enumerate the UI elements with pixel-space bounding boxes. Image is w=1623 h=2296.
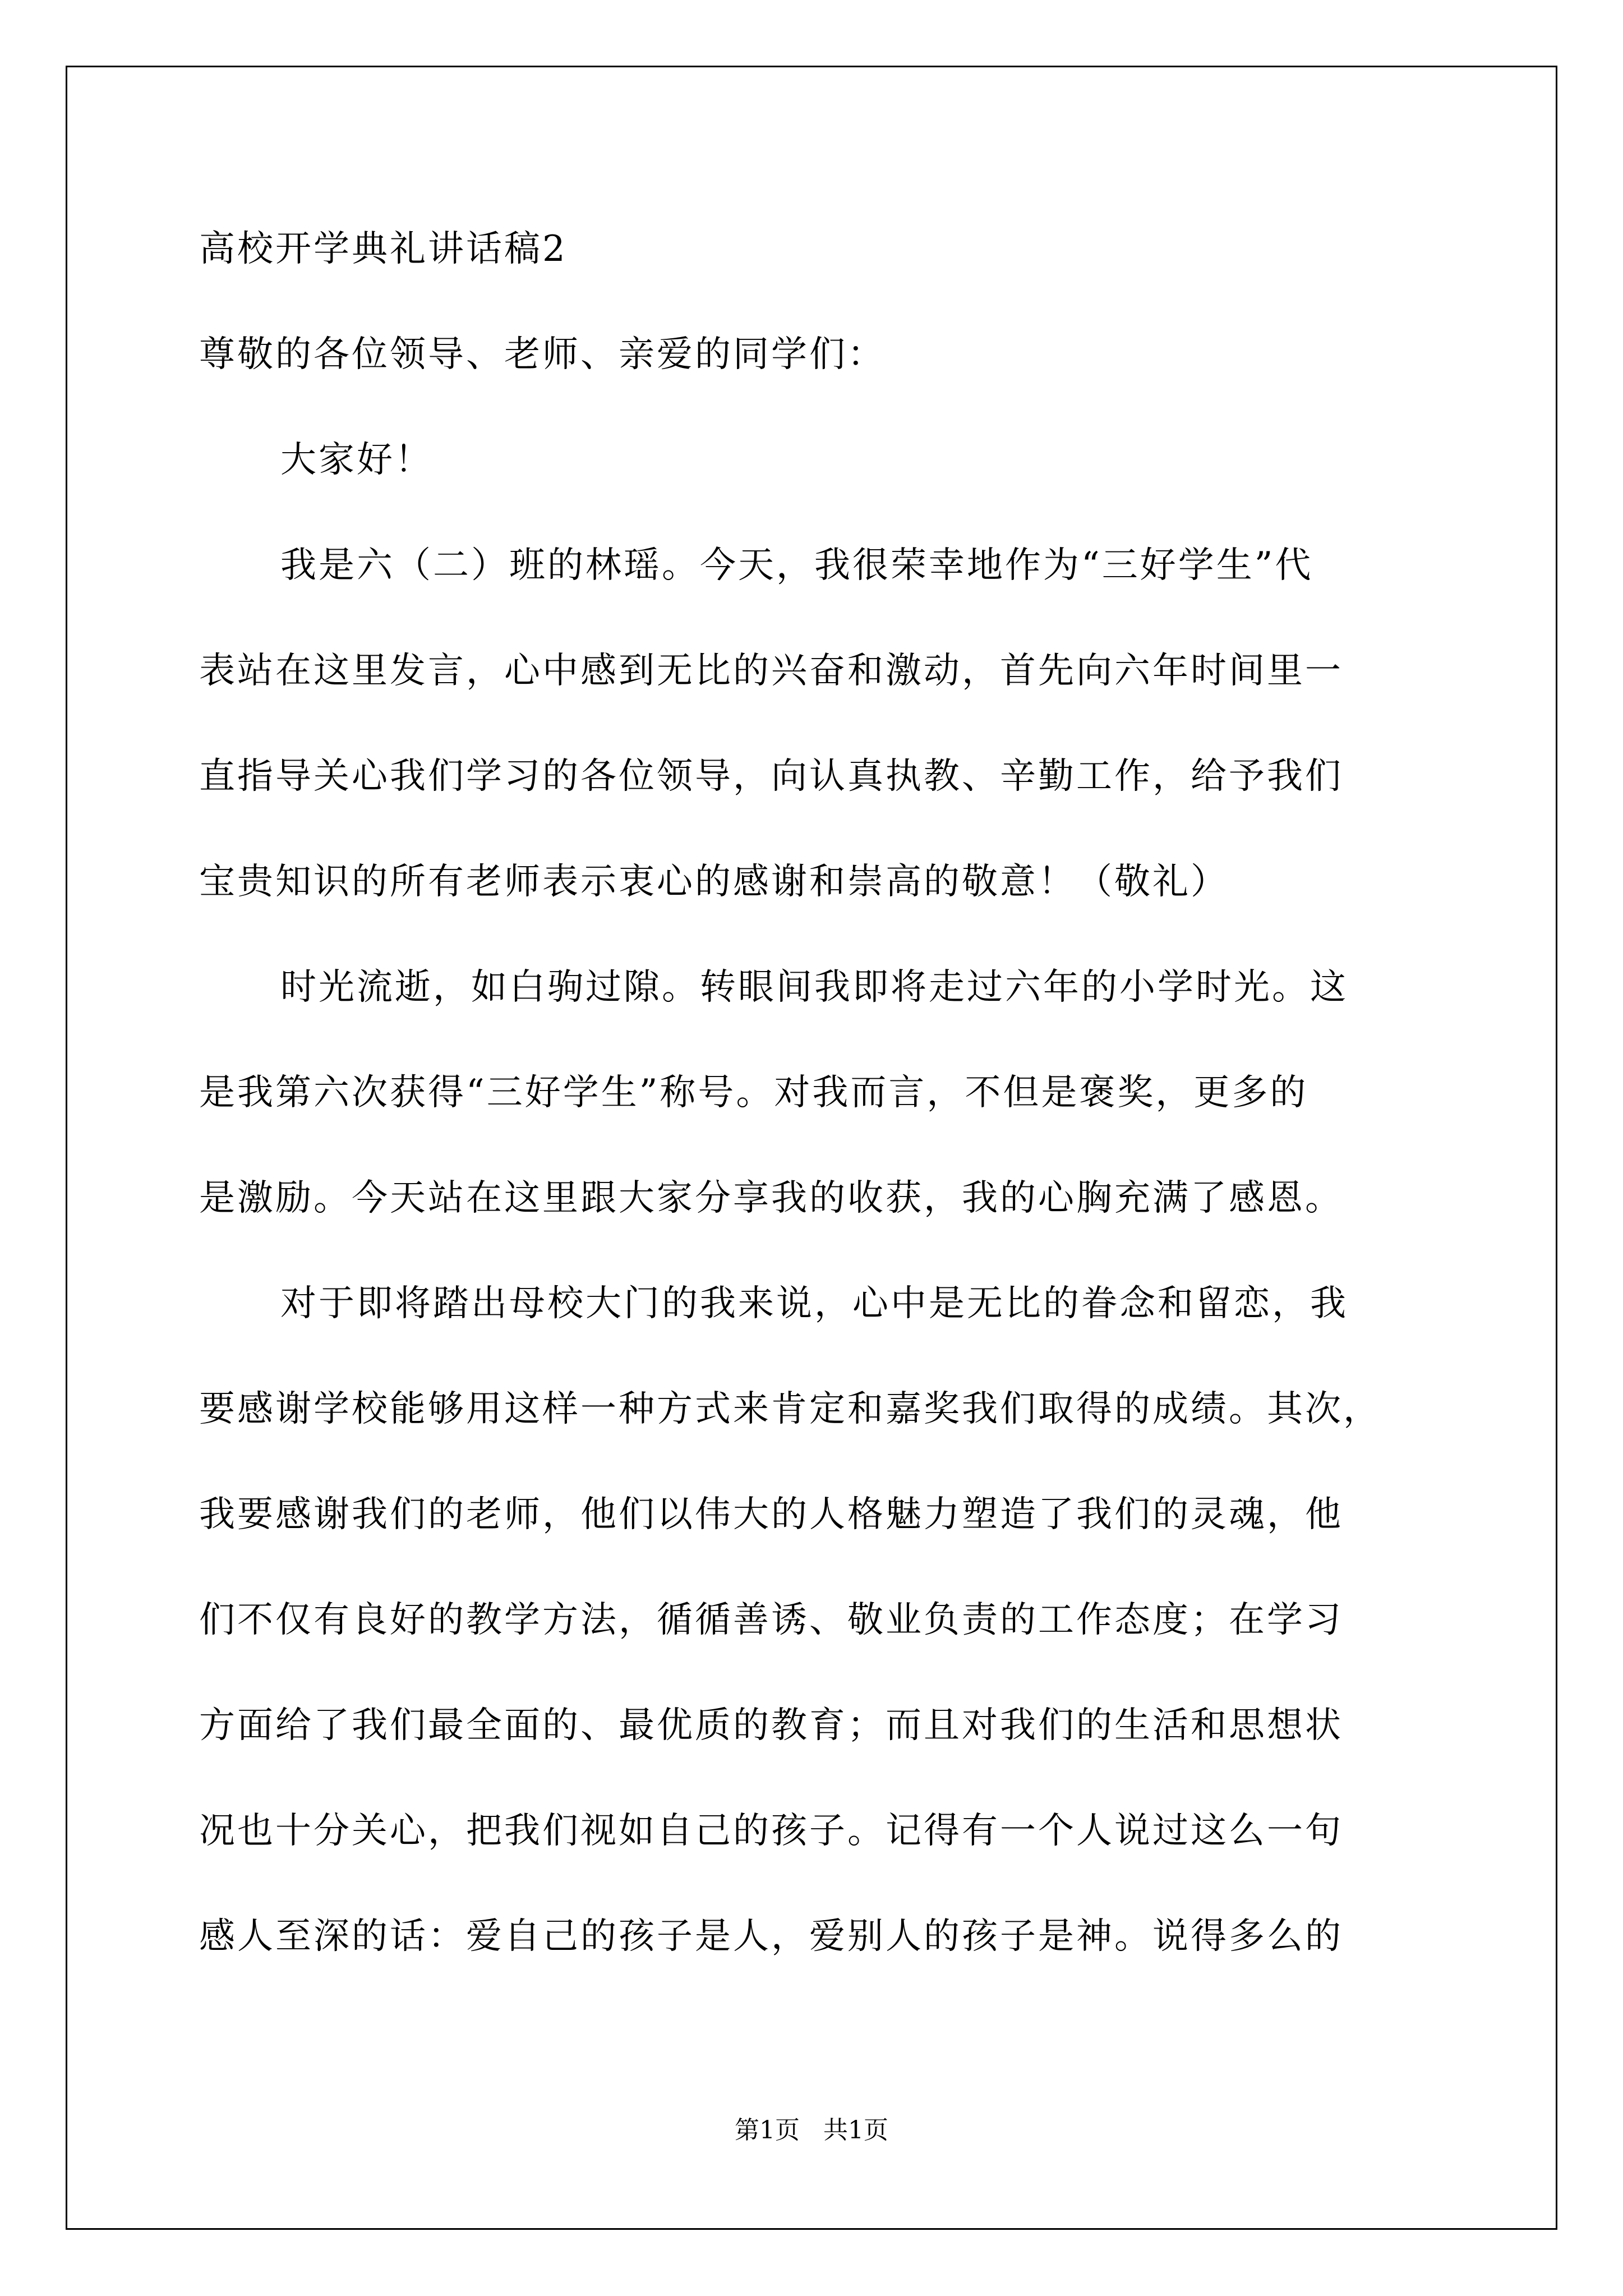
paragraph-3-line-3: 我要感谢我们的老师，他们以伟大的人格魅力塑造了我们的灵魂，他 [199,1494,1343,1535]
paragraph-1-line-4: 宝贵知识的所有老师表示衷心的感谢和崇高的敬意！（敬礼） [199,861,1229,903]
paragraph-3-line-2: 要感谢学校能够用这样一种方式来肯定和嘉奖我们取得的成绩。其次， [199,1388,1381,1430]
paragraph-3-line-1: 对于即将踏出母校大门的我来说，心中是无比的眷念和留恋，我 [280,1283,1348,1324]
paragraph-2-line-3: 是激励。今天站在这里跟大家分享我的收获，我的心胸充满了感恩。 [199,1177,1343,1219]
paragraph-3-line-6: 况也十分关心，把我们视如自己的孩子。记得有一个人说过这么一句 [199,1810,1343,1852]
paragraph-3-line-5: 方面给了我们最全面的、最优质的教育；而且对我们的生活和思想状 [199,1705,1343,1746]
paragraph-1-line-3: 直指导关心我们学习的各位领导，向认真执教、辛勤工作，给予我们 [199,756,1343,797]
paragraph-2-line-1: 时光流逝，如白驹过隙。转眼间我即将走过六年的小学时光。这 [280,967,1348,1008]
paragraph-1-line-1: 我是六（二）班的林瑶。今天，我很荣幸地作为“三好学生”代 [280,545,1313,586]
page-border [66,66,1557,2230]
page-footer: 第1页 共1页 [735,2116,888,2145]
paragraph-3-line-7: 感人至深的话：爱自己的孩子是人，爱别人的孩子是神。说得多么的 [199,1916,1343,1957]
paragraph-1-line-2: 表站在这里发言，心中感到无比的兴奋和激动，首先向六年时间里一 [199,650,1343,692]
paragraph-3-line-4: 们不仅有良好的教学方法，循循善诱、敬业负责的工作态度；在学习 [199,1599,1343,1641]
greeting: 大家好！ [280,439,433,481]
document-title: 高校开学典礼讲话稿2 [199,228,568,270]
paragraph-2-line-2: 是我第六次获得“三好学生”称号。对我而言，不但是褒奖，更多的 [199,1072,1308,1114]
salutation: 尊敬的各位领导、老师、亲爱的同学们： [199,334,886,375]
